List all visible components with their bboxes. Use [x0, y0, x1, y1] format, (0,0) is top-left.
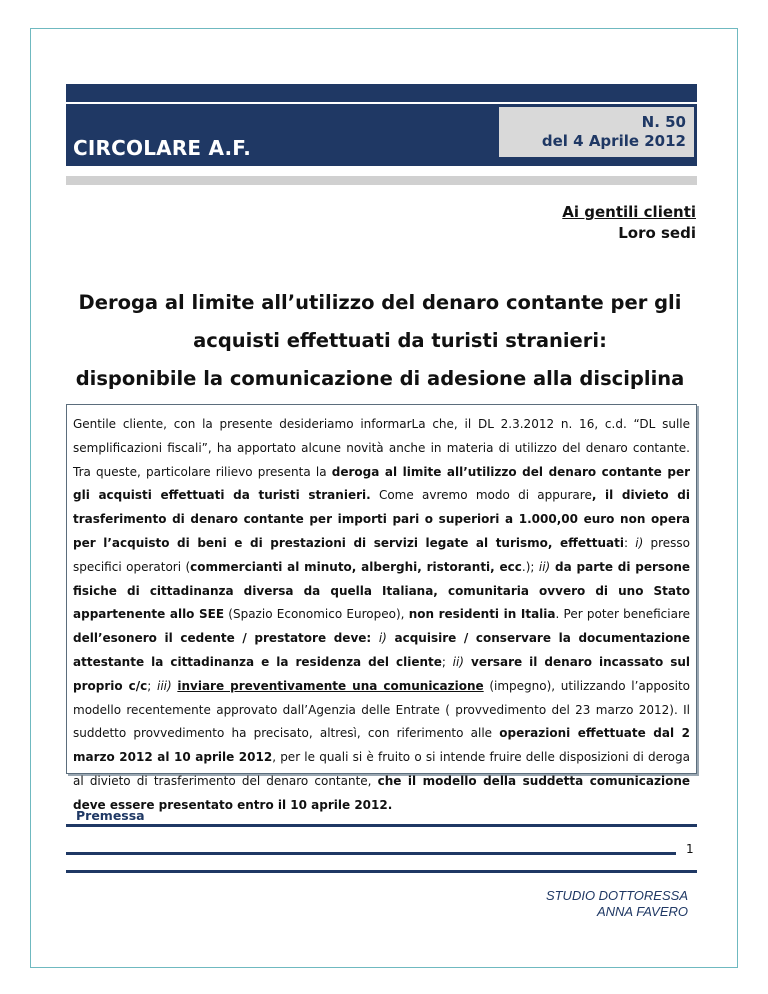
- footer-rule-bottom: [66, 870, 697, 873]
- summary-bold: operazioni effettuate dal 2 marzo 2012 al 10 aprile 2012: [73, 726, 691, 765]
- summary-text: Come avremo modo di appurare: [370, 488, 592, 503]
- summary-text: :: [624, 535, 636, 550]
- summary-box: [66, 404, 697, 812]
- summary-italic: ii): [452, 654, 464, 669]
- summary-text: ;: [441, 654, 453, 669]
- section-heading: Premessa: [76, 808, 145, 823]
- summary-bold: commercianti al minuto, alberghi, ristoranti, ecc: [190, 559, 522, 574]
- studio-signature: [546, 888, 688, 920]
- summary-bold: , il divieto di trasferimento di denaro contante per importi pari o superiori a 1.000,00 euro non opera per l’acquisto di beni e di prestazioni di servizi legate al turismo, effettuati: [73, 488, 690, 550]
- summary-italic: i): [635, 535, 644, 550]
- recipients-line-1: Ai gentili clienti: [562, 203, 696, 221]
- footer-rule-top: [66, 852, 676, 855]
- recipients-line-2: Loro sedi: [618, 224, 696, 242]
- header-top-bar: [66, 84, 697, 102]
- document-headline: [60, 284, 700, 398]
- circular-date: del 4 Aprile 2012: [541, 132, 686, 150]
- studio-line-2: ANNA FAVERO: [596, 904, 688, 919]
- summary-bold-underlined: inviare preventivamente una comunicazione: [177, 678, 484, 693]
- summary-text: (Spazio Economico Europeo),: [224, 607, 409, 622]
- summary-text: Gentile cliente, con la presente desideriamo informarLa che, il DL 2.3.2012 n. 16, c.d. “DL sulle semplificazioni fiscali”, ha apportato alcune novità anche in materia di utilizzo del denaro contante. Tra queste, particolare rilievo presenta la: [73, 417, 690, 479]
- headline-line-1: Deroga al limite all’utilizzo del denaro contante per gli: [78, 291, 682, 314]
- summary-italic: ii): [538, 559, 551, 574]
- studio-line-1: STUDIO DOTTORESSA: [545, 888, 688, 903]
- summary-bold: versare il denaro incassato sul proprio c/c: [73, 654, 691, 693]
- recipients-block: [562, 202, 696, 244]
- headline-line-2: acquisti effettuati da turisti stranieri:: [193, 329, 607, 352]
- summary-text: (impegno), utilizzando l’apposito modello recentemente approvato dall’Agenzia delle Entrate ( provvedimento del 23 marzo 2012). Il suddetto provvedimento ha precisato, altresì, con riferimento alle: [73, 678, 690, 741]
- summary-bold: dell’esonero il cedente / prestatore deve:: [73, 631, 379, 646]
- circular-number: N. 50: [641, 113, 686, 131]
- summary-bold: che il modello della suddetta comunicazione deve essere presentato entro il 10 aprile 2012.: [73, 773, 691, 812]
- summary-bold: non residenti in Italia: [408, 607, 556, 622]
- page-number: 1: [686, 842, 694, 856]
- section-rule: [66, 824, 697, 827]
- summary-text: .);: [521, 559, 539, 574]
- summary-text: presso specifici operatori (: [73, 535, 691, 574]
- summary-italic: iii): [156, 678, 172, 693]
- summary-bold: deroga al limite all’utilizzo del denaro contante per gli acquisti effettuati da turisti stranieri.: [73, 464, 690, 503]
- summary-text: ;: [147, 678, 157, 693]
- summary-text: , per le quali si è fruito o si intende fruire delle disposizioni di deroga al divieto di trasferimento del denaro contante,: [73, 750, 690, 788]
- headline-line-3: disponibile la comunicazione di adesione alla disciplina: [75, 367, 685, 390]
- summary-bold: acquisire / conservare la documentazione attestante la cittadinanza e la residenza del cliente: [73, 631, 690, 669]
- circular-title: CIRCOLARE A.F.: [73, 136, 252, 160]
- summary-italic: i): [378, 631, 387, 646]
- summary-bold: da parte di persone fisiche di cittadinanza diversa da quella Italiana, comunitaria ovvero di uno Stato appartenente allo SEE: [73, 559, 690, 622]
- circular-number-box: [498, 106, 695, 158]
- summary-text: . Per poter beneficiare: [555, 607, 691, 622]
- header-divider-bar: [66, 176, 697, 185]
